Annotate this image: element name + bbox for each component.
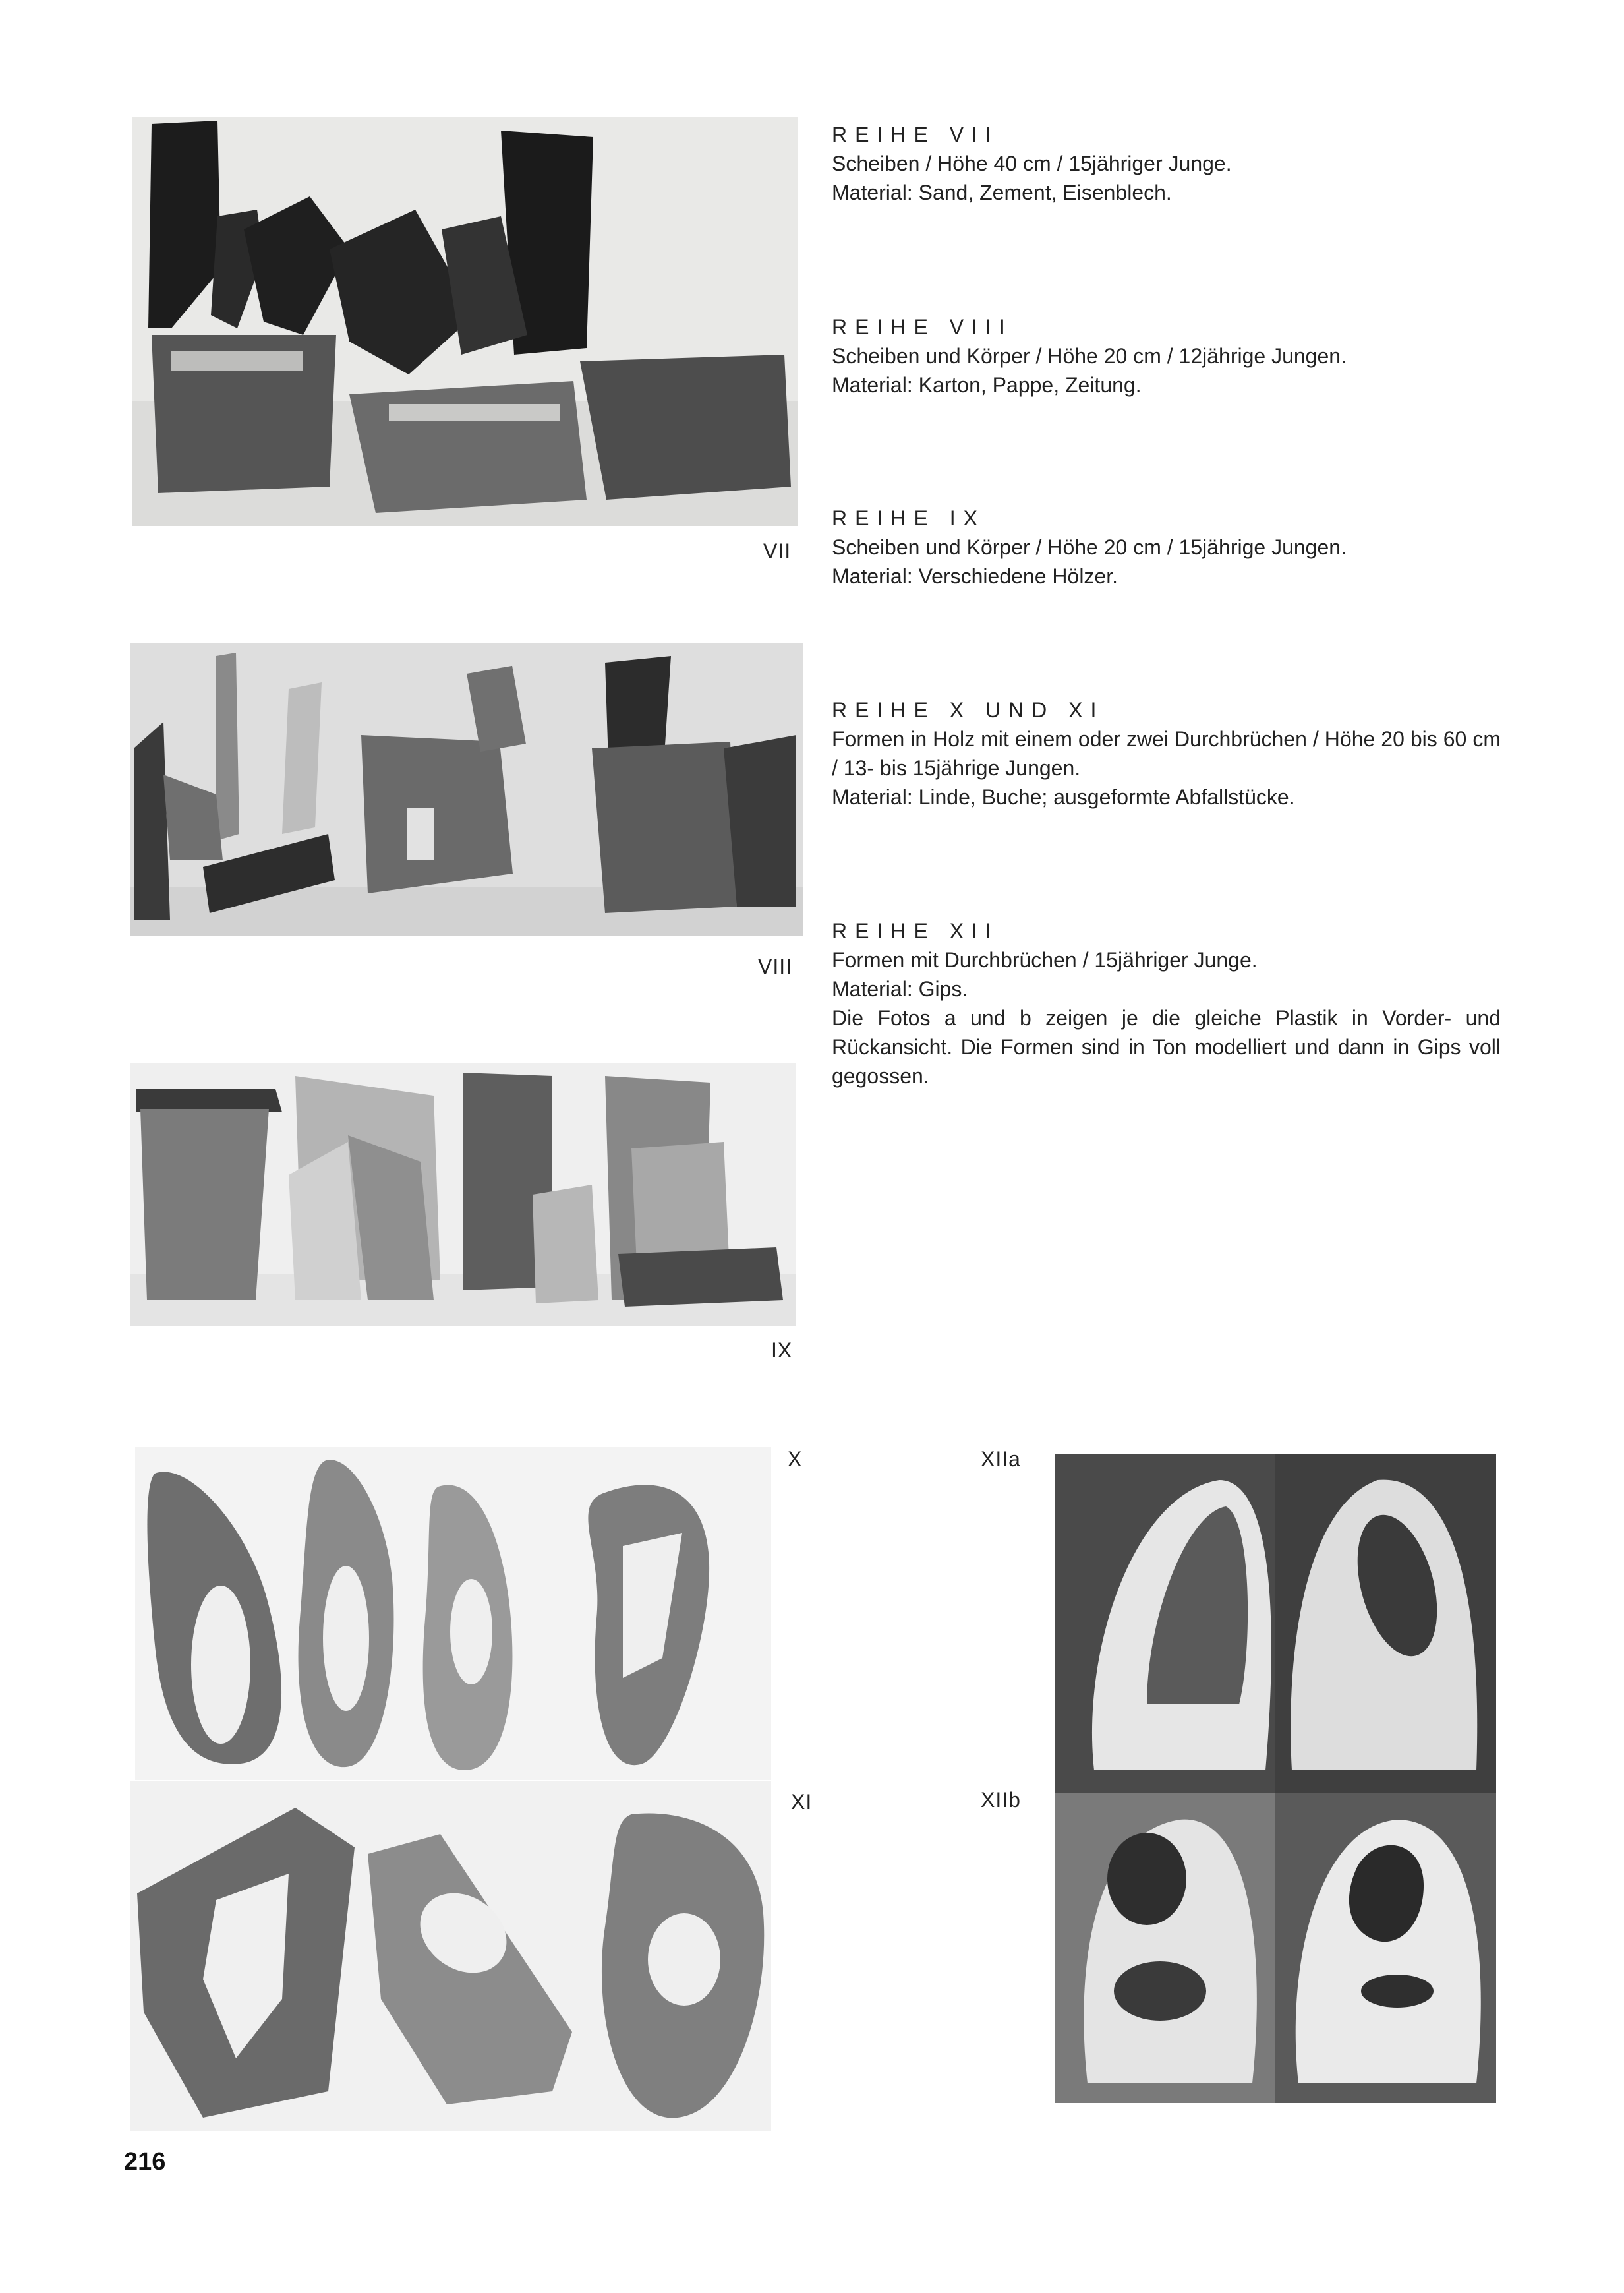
figure-label-xiib: XIIb	[981, 1788, 1021, 1812]
section-line: Scheiben und Körper / Höhe 20 cm / 15jährige Jungen.	[832, 535, 1347, 559]
section-reihe-x-und-xi	[832, 696, 1501, 812]
section-line: Scheiben / Höhe 40 cm / 15jähriger Junge.	[832, 152, 1232, 175]
section-title: REIHE X UND XI	[832, 698, 1105, 722]
photo-ix	[130, 1063, 796, 1326]
section-line: Formen in Holz mit einem oder zwei Durchbrüchen / Höhe 20 bis 60 cm / 13- bis 15jährige Jungen.	[832, 727, 1501, 780]
section-title: REIHE IX	[832, 506, 985, 530]
section-line: Formen mit Durchbrüchen / 15jähriger Junge.	[832, 948, 1258, 972]
figure-label-xiia: XIIa	[981, 1447, 1021, 1471]
photo-xiia	[1055, 1454, 1496, 1793]
section-reihe-xii	[832, 916, 1501, 1090]
section-reihe-ix	[832, 504, 1501, 591]
photo-x	[135, 1447, 771, 1780]
figure-label-x: X	[788, 1447, 803, 1471]
section-line: Die Fotos a und b zeigen je die gleiche Plastik in Vorder- und Rückansicht. Die Formen sind in Ton modelliert und dann in Gips voll gegossen.	[832, 1006, 1501, 1088]
figure-label-vii: VII	[763, 539, 792, 563]
photo-xi	[130, 1781, 771, 2131]
section-line: Material: Gips.	[832, 977, 968, 1001]
photo-viii	[130, 643, 803, 936]
section-line: Material: Sand, Zement, Eisenblech.	[832, 181, 1172, 204]
photo-xiib	[1055, 1793, 1496, 2103]
section-title: REIHE XII	[832, 919, 999, 943]
section-line: Material: Verschiedene Hölzer.	[832, 564, 1118, 588]
section-line: Scheiben und Körper / Höhe 20 cm / 12jährige Jungen.	[832, 344, 1347, 368]
section-reihe-vii	[832, 120, 1501, 207]
figure-label-xi: XI	[791, 1790, 813, 1814]
page-number: 216	[124, 2148, 166, 2176]
section-line: Material: Linde, Buche; ausgeformte Abfallstücke.	[832, 785, 1295, 809]
photo-vii	[132, 117, 798, 526]
figure-label-viii: VIII	[758, 955, 793, 978]
section-line: Material: Karton, Pappe, Zeitung.	[832, 373, 1142, 397]
figure-label-ix: IX	[771, 1338, 793, 1362]
section-title: REIHE VII	[832, 123, 999, 146]
section-title: REIHE VIII	[832, 315, 1013, 339]
section-reihe-viii	[832, 313, 1501, 400]
